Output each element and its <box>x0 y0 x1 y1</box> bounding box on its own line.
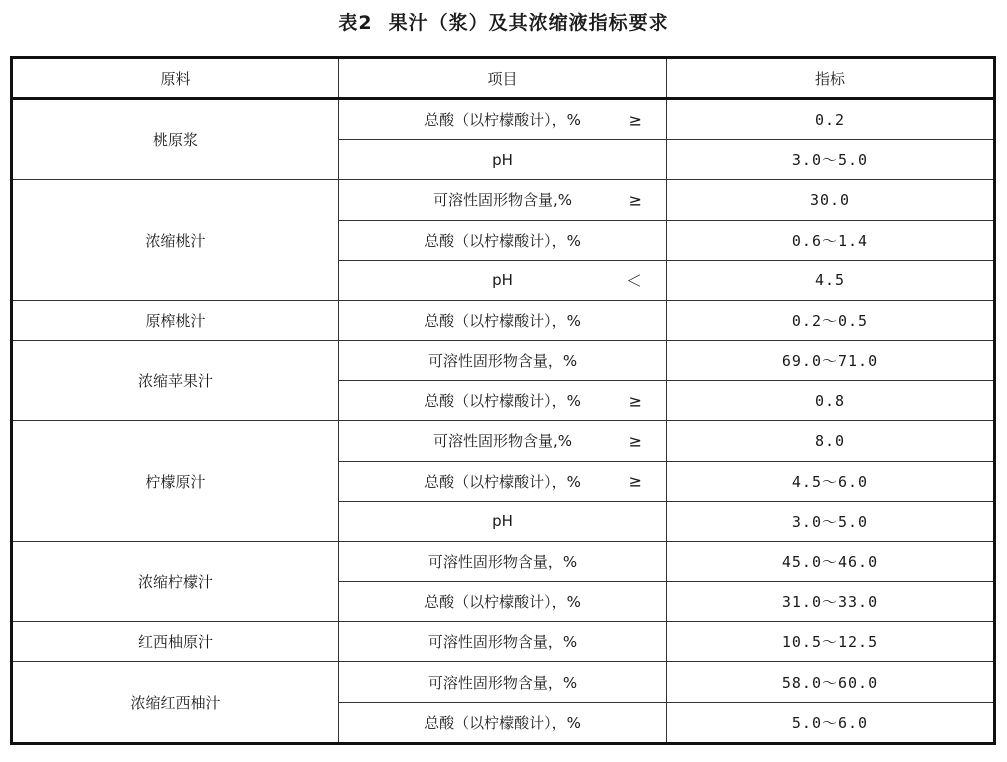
item-label: 总酸（以柠檬酸计），% <box>424 593 581 612</box>
material-cell: 柠檬原汁 <box>12 421 339 542</box>
value-cell: 69.0～71.0 <box>667 341 995 381</box>
item-label: pH <box>492 150 513 169</box>
value-cell: 4.5～6.0 <box>667 461 995 501</box>
item-cell <box>339 220 667 260</box>
item-cell <box>339 260 667 300</box>
item-label: 总酸（以柠檬酸计），% <box>424 713 581 732</box>
value-cell: 10.5～12.5 <box>667 622 995 662</box>
comparison-symbol: ＜ <box>625 271 642 291</box>
value-cell: 58.0～60.0 <box>667 662 995 702</box>
item-label: 可溶性固形物含量，% <box>427 633 578 652</box>
table-row <box>12 541 995 581</box>
item-cell <box>339 582 667 622</box>
value-cell: 5.0～6.0 <box>667 702 995 743</box>
comparison-symbol: ≥ <box>628 471 642 491</box>
value-cell: 3.0～5.0 <box>667 140 995 180</box>
material-cell: 原榨桃汁 <box>12 300 339 340</box>
item-cell <box>339 140 667 180</box>
item-cell <box>339 461 667 501</box>
item-label: 可溶性固形物含量，% <box>427 352 578 371</box>
table-row <box>12 421 995 461</box>
item-cell <box>339 702 667 743</box>
value-cell: 4.5 <box>667 260 995 300</box>
spec-table <box>10 56 996 745</box>
material-cell: 浓缩桃汁 <box>12 180 339 301</box>
item-cell <box>339 381 667 421</box>
comparison-symbol: ≥ <box>628 110 642 130</box>
item-cell <box>339 421 667 461</box>
value-cell: 0.8 <box>667 381 995 421</box>
item-cell <box>339 180 667 220</box>
table-number: 表2 <box>338 12 373 34</box>
item-label: pH <box>492 512 513 531</box>
table-row <box>12 662 995 702</box>
item-cell <box>339 341 667 381</box>
table-caption: 果汁（浆）及其浓缩液指标要求 <box>388 12 669 34</box>
header-value: 指标 <box>667 58 995 99</box>
item-label: 可溶性固形物含量,% <box>432 432 573 451</box>
value-cell: 8.0 <box>667 421 995 461</box>
item-cell <box>339 501 667 541</box>
value-cell: 3.0～5.0 <box>667 501 995 541</box>
material-cell: 桃原浆 <box>12 99 339 180</box>
comparison-symbol: ≥ <box>628 190 642 210</box>
value-cell: 31.0～33.0 <box>667 582 995 622</box>
item-cell <box>339 622 667 662</box>
header-material: 原料 <box>12 58 339 99</box>
table-row <box>12 341 995 381</box>
material-cell: 浓缩苹果汁 <box>12 341 339 421</box>
item-label: 总酸（以柠檬酸计），% <box>424 111 581 130</box>
table-row <box>12 300 995 340</box>
material-cell: 浓缩红西柚汁 <box>12 662 339 744</box>
item-label: pH <box>492 271 513 290</box>
comparison-symbol: ≥ <box>628 431 642 451</box>
item-label: 总酸（以柠檬酸计），% <box>424 472 581 491</box>
item-label: 可溶性固形物含量，% <box>427 673 578 692</box>
item-label: 总酸（以柠檬酸计），% <box>424 311 581 330</box>
material-cell: 浓缩柠檬汁 <box>12 541 339 621</box>
header-item: 项目 <box>339 58 667 99</box>
value-cell: 45.0～46.0 <box>667 541 995 581</box>
item-label: 可溶性固形物含量，% <box>427 552 578 571</box>
table-title <box>0 8 1007 38</box>
table-row <box>12 622 995 662</box>
table-row <box>12 99 995 140</box>
item-label: 总酸（以柠檬酸计），% <box>424 231 581 250</box>
value-cell: 0.6～1.4 <box>667 220 995 260</box>
table-row <box>12 180 995 220</box>
item-label: 可溶性固形物含量,% <box>432 191 573 210</box>
table-header <box>12 58 995 99</box>
value-cell: 0.2 <box>667 99 995 140</box>
comparison-symbol: ≥ <box>628 391 642 411</box>
item-cell <box>339 662 667 702</box>
header-row <box>12 58 995 99</box>
value-cell: 0.2～0.5 <box>667 300 995 340</box>
item-cell <box>339 541 667 581</box>
item-cell <box>339 300 667 340</box>
item-label: 总酸（以柠檬酸计），% <box>424 392 581 411</box>
value-cell: 30.0 <box>667 180 995 220</box>
table-body <box>12 99 995 744</box>
item-cell <box>339 99 667 140</box>
material-cell: 红西柚原汁 <box>12 622 339 662</box>
